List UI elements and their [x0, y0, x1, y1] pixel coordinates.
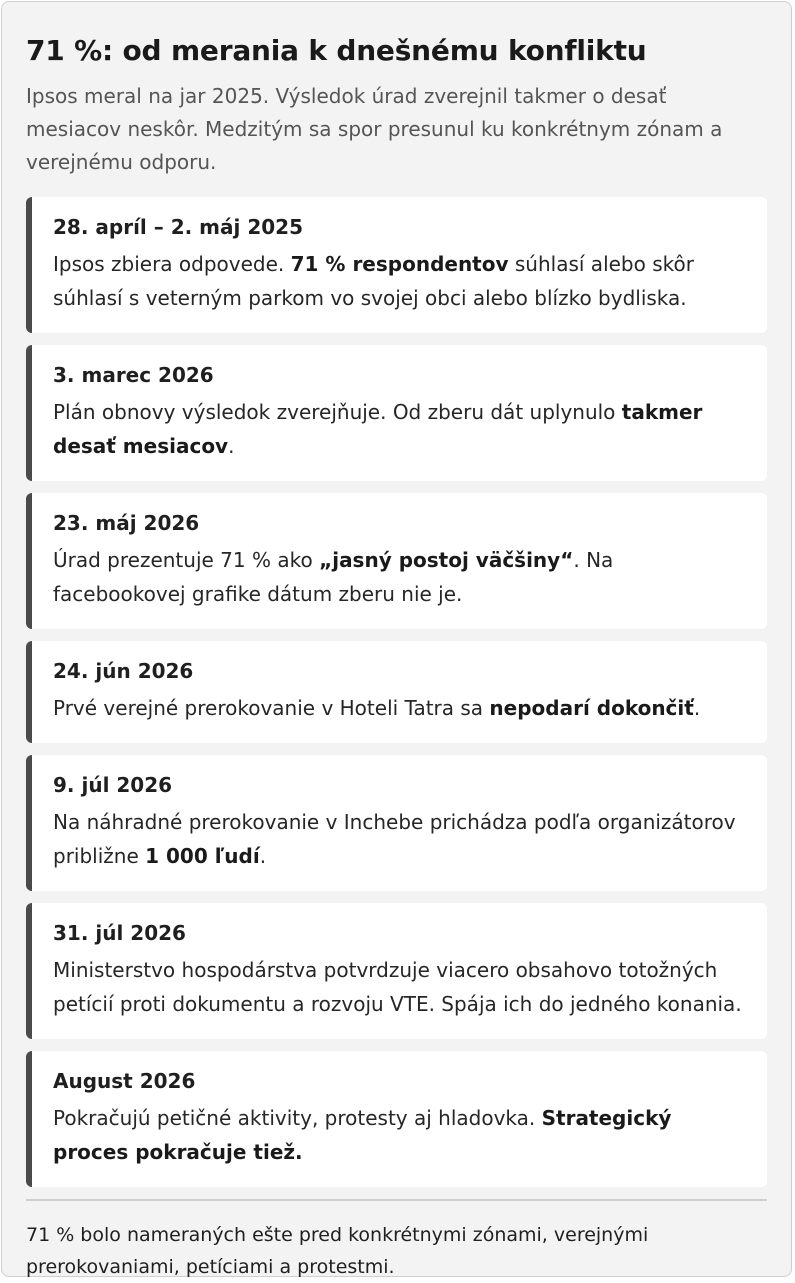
timeline-entry — [26, 903, 767, 1039]
entry-text — [53, 805, 747, 873]
timeline-entry — [26, 755, 767, 891]
entry-text-part: Na náhradné prerokovanie v Inchebe prichádza podľa organizátorov približne — [53, 810, 736, 868]
entry-text-part: . — [228, 434, 235, 458]
entry-text-bold: 1 000 ľudí — [145, 844, 260, 868]
entry-text-part: Ipsos zbiera odpovede. — [53, 252, 291, 276]
entry-text-bold: Strategický proces pokračuje tiež. — [53, 1106, 672, 1164]
entry-text-part: Úrad prezentuje 71 % ako — [53, 548, 320, 572]
page-title: 71 %: od merania k dnešnému konfliktu — [26, 34, 647, 67]
entry-text-part: Plán obnovy výsledok zverejňuje. Od zberu dát uplynulo — [53, 400, 622, 424]
entry-text-part: súhlasí alebo skôr súhlasí s veterným parkom vo svojej obci alebo blízko bydliska. — [53, 252, 694, 310]
entry-text-part: . — [693, 696, 701, 720]
entry-text-bold: takmer desať mesiacov — [53, 400, 703, 458]
entry-text-part: . — [259, 844, 267, 868]
timeline-list — [26, 197, 767, 1187]
entry-text-bold: nepodarí dokončiť — [489, 696, 694, 720]
entry-date: 9. júl 2026 — [53, 773, 173, 797]
footnote: 71 % bolo nameraných ešte pred konkrétnymi zónami, verejnými prerokovaniami, petíciami a protestmi. — [26, 1224, 649, 1278]
entry-date: 31. júl 2026 — [53, 921, 186, 945]
entry-text — [53, 691, 747, 725]
entry-text — [53, 543, 747, 611]
divider — [26, 1199, 767, 1201]
entry-date: August 2026 — [53, 1069, 196, 1093]
entry-text-bold: „jasný postoj väčšiny“ — [319, 548, 574, 572]
entry-text-part: Pokračujú petičné aktivity, protesty aj hladovka. — [53, 1106, 542, 1130]
timeline-entry — [26, 197, 767, 333]
timeline-entry — [26, 1051, 767, 1187]
entry-date: 24. jún 2026 — [53, 659, 194, 683]
timeline-entry — [26, 641, 767, 743]
entry-text-part: . Na facebookovej grafike dátum zberu nie je. — [53, 548, 614, 606]
entry-text — [53, 395, 747, 463]
entry-date: 3. marec 2026 — [53, 363, 214, 387]
entry-text — [53, 953, 747, 1021]
timeline-entry — [26, 493, 767, 629]
timeline-entry — [26, 345, 767, 481]
entry-text-part: Prvé verejné prerokovanie v Hoteli Tatra sa — [53, 696, 490, 720]
entry-text-bold: 71 % respondentov — [290, 252, 509, 276]
entry-date: 23. máj 2026 — [53, 511, 200, 535]
timeline-card — [1, 1, 792, 1277]
entry-date: 28. apríl – 2. máj 2025 — [53, 215, 303, 239]
page-subtitle: Ipsos meral na jar 2025. Výsledok úrad zverejnil takmer o desať mesiacov neskôr. Medzitým sa spor presunul ku konkrétnym zónam a verejnému odporu. — [26, 84, 723, 174]
entry-text — [53, 1101, 747, 1169]
entry-text — [53, 247, 747, 315]
entry-text-part: Ministerstvo hospodárstva potvrdzuje viacero obsahovo totožných petícií proti dokumentu a rozvoju VTE. Spája ich do jedného konania. — [53, 958, 742, 1016]
